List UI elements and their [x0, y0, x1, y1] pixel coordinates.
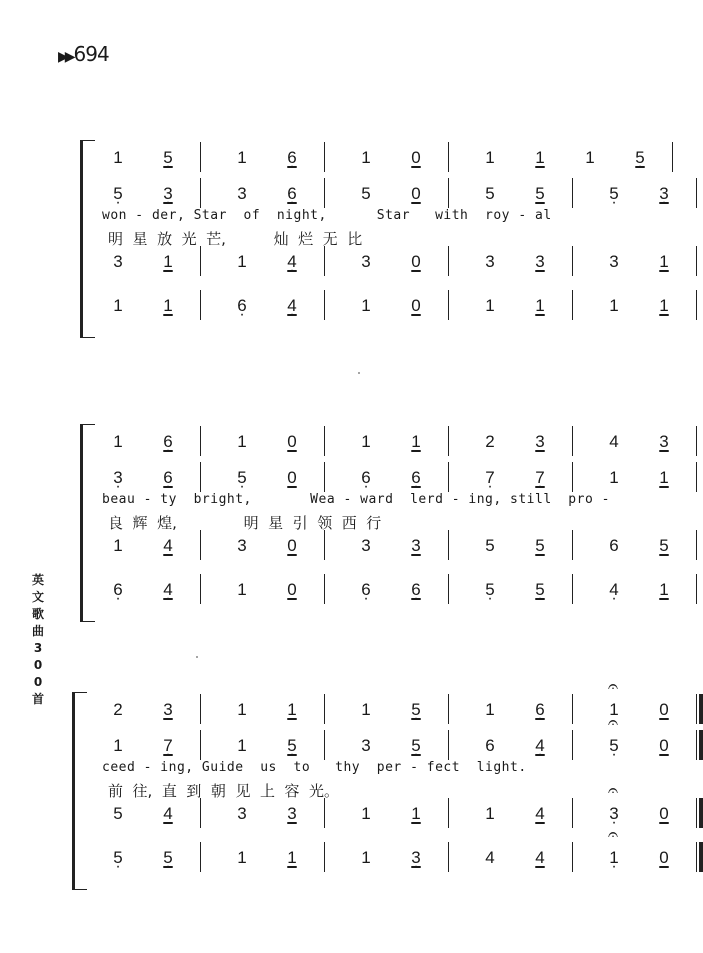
note: 3 — [287, 804, 297, 823]
note: 0 — [287, 580, 297, 599]
notation-row — [0, 432, 669, 460]
note: 𝄐 3 · — [604, 804, 624, 824]
notation-row — [0, 252, 669, 280]
barline — [448, 462, 449, 492]
note: 0 — [659, 848, 669, 867]
barline — [200, 730, 201, 760]
barline — [572, 530, 573, 560]
note: 3 · — [158, 184, 178, 204]
note: 3 — [361, 536, 371, 555]
note: 6 · — [108, 580, 128, 600]
note: 3 — [411, 536, 421, 555]
note: 6 · — [356, 580, 376, 600]
note: 6 · — [406, 580, 426, 600]
note: 0 — [287, 432, 297, 451]
note: 1 — [535, 296, 545, 315]
side-title-char: 英 — [31, 573, 44, 587]
note: 6 · — [406, 468, 426, 488]
note: 1 — [361, 296, 371, 315]
note: 1 — [237, 848, 247, 867]
side-title-char: 首 — [31, 692, 44, 706]
barline — [696, 290, 697, 320]
note: 6 — [485, 736, 495, 755]
side-title-char: 曲 — [31, 624, 44, 638]
note: 𝄐 1 · — [604, 848, 624, 868]
note: 6 · — [356, 468, 376, 488]
lyric-english: ceed - ing, Guide us to thy per - fect light. — [102, 760, 527, 775]
note: 5 · — [530, 580, 550, 600]
note: 7 · — [530, 468, 550, 488]
note: 1 — [113, 432, 123, 451]
note: 4 · — [282, 296, 302, 316]
barline — [448, 798, 449, 828]
barline — [324, 798, 325, 828]
barline — [200, 178, 201, 208]
barline — [324, 574, 325, 604]
note: 5 · — [282, 736, 302, 756]
note: 1 — [237, 432, 247, 451]
note: 1 — [237, 580, 247, 599]
side-title-char: 歌 — [31, 607, 44, 621]
note: 6 — [609, 536, 619, 555]
note: 5 — [485, 184, 495, 203]
note: 1 — [361, 848, 371, 867]
note: 5 — [113, 804, 123, 823]
note: 5 — [361, 184, 371, 203]
side-title-char: 3 — [33, 641, 43, 655]
barline — [324, 426, 325, 456]
barline — [572, 574, 573, 604]
note: 1 — [237, 148, 247, 167]
note: 1 — [535, 148, 545, 167]
note: 1 — [361, 804, 371, 823]
barline — [448, 142, 449, 172]
note: 1 — [485, 804, 495, 823]
note: 1 — [659, 580, 669, 599]
barline — [200, 530, 201, 560]
barline — [696, 178, 697, 208]
note: 1 — [113, 296, 123, 315]
note: 0 — [659, 700, 669, 719]
barline — [200, 142, 201, 172]
note: 7 · — [480, 468, 500, 488]
note: 1 — [237, 252, 247, 271]
note: 3 — [237, 804, 247, 823]
barline — [448, 178, 449, 208]
barline — [696, 574, 697, 604]
note: 3 — [361, 252, 371, 271]
page-number-value: 694 — [73, 42, 109, 66]
barline — [448, 574, 449, 604]
note: 5 · — [158, 148, 178, 168]
note: 0 — [659, 804, 669, 823]
note: 1 — [411, 432, 421, 451]
note: 3 · — [108, 468, 128, 488]
note: 5 — [485, 536, 495, 555]
note: 𝄐 5 · — [604, 736, 624, 756]
note: 6 · — [282, 148, 302, 168]
note: 4 — [609, 432, 619, 451]
note: 1 — [361, 432, 371, 451]
notation-row — [0, 536, 669, 564]
barline — [448, 426, 449, 456]
barline — [448, 842, 449, 872]
barline — [572, 462, 573, 492]
barline — [324, 530, 325, 560]
final-barline — [696, 842, 703, 872]
note: 0 — [411, 148, 421, 167]
barline — [572, 246, 573, 276]
note: 4 · — [158, 580, 178, 600]
note: 4 — [163, 536, 173, 555]
barline — [200, 426, 201, 456]
note: 5 · — [480, 580, 500, 600]
barline — [448, 694, 449, 724]
note: 6 · — [158, 468, 178, 488]
note: 2 — [113, 700, 123, 719]
note: 1 — [163, 252, 173, 271]
note: 1 — [287, 700, 297, 719]
side-title-char: 文 — [31, 590, 44, 604]
barline — [572, 730, 573, 760]
note: 5 · — [108, 848, 128, 868]
note: 5 — [535, 184, 545, 203]
note: 5 · — [630, 148, 650, 168]
barline — [200, 842, 201, 872]
note: 1 — [237, 700, 247, 719]
lyric-english: won - der, Star of night, Star with roy - al — [102, 208, 552, 223]
barline — [324, 142, 325, 172]
note: 4 · — [530, 736, 550, 756]
note: 6 · — [530, 700, 550, 720]
notation-row — [0, 804, 669, 832]
lyric-chinese: 明 星 放 光 芒, 灿 烂 无 比 — [108, 230, 363, 248]
barline — [324, 462, 325, 492]
note: 1 — [659, 252, 669, 271]
barline — [448, 530, 449, 560]
notation-row — [0, 296, 669, 324]
note: 1 — [361, 148, 371, 167]
barline — [696, 530, 697, 560]
note: 3 — [535, 252, 545, 271]
note: 6 · — [282, 184, 302, 204]
barline — [200, 462, 201, 492]
barline — [324, 694, 325, 724]
final-barline — [696, 694, 703, 724]
barline — [324, 246, 325, 276]
side-title-char: 0 — [33, 675, 43, 689]
note: 1 — [113, 536, 123, 555]
note: 1 — [485, 296, 495, 315]
note: 1 — [163, 296, 173, 315]
final-barline — [696, 730, 703, 760]
note: 3 — [535, 432, 545, 451]
lyric-chinese: 前 往, 直 到 朝 见 上 容 光。 — [108, 782, 340, 800]
note: 4 — [485, 848, 495, 867]
note: 3 — [609, 252, 619, 271]
notation-row — [0, 700, 669, 728]
note: 3 — [237, 184, 247, 203]
barline — [672, 142, 673, 172]
barline — [448, 290, 449, 320]
note: 1 — [237, 736, 247, 755]
barline — [572, 426, 573, 456]
note: 6 · — [158, 432, 178, 452]
lyric-chinese: 良 辉 煌, 明 星 引 领 西 行 — [108, 514, 382, 532]
note: 1 — [659, 468, 669, 487]
barline — [200, 574, 201, 604]
barline — [324, 730, 325, 760]
note: 5 · — [232, 468, 252, 488]
note: 1 — [287, 848, 297, 867]
barline — [572, 694, 573, 724]
barline — [696, 462, 697, 492]
note: 4 — [535, 848, 545, 867]
barline — [200, 694, 201, 724]
note: 1 — [485, 148, 495, 167]
note: 1 — [113, 148, 123, 167]
page-number — [58, 42, 109, 66]
note: 2 — [485, 432, 495, 451]
notation-row — [0, 848, 669, 876]
note: 0 — [287, 468, 297, 487]
note: 3 — [163, 700, 173, 719]
note: 3 — [113, 252, 123, 271]
note: 3 — [659, 432, 669, 451]
note: 5 · — [108, 184, 128, 204]
note: 1 — [485, 700, 495, 719]
note: 4 — [535, 804, 545, 823]
note: 4 · — [282, 252, 302, 272]
side-title-char: 0 — [33, 658, 43, 672]
note: 1 — [609, 296, 619, 315]
notation-row — [0, 580, 669, 608]
note: 3 · — [406, 848, 426, 868]
note: 1 — [411, 804, 421, 823]
note: 5 · — [604, 184, 624, 204]
barline — [324, 842, 325, 872]
note: 7 · — [158, 736, 178, 756]
note: 𝄐 1 — [604, 700, 624, 720]
barline — [572, 290, 573, 320]
note: 3 — [361, 736, 371, 755]
barline — [696, 426, 697, 456]
final-barline — [696, 798, 703, 828]
note: 3 — [237, 536, 247, 555]
note: 3 — [485, 252, 495, 271]
lyric-english: beau - ty bright, Wea - ward lerd - ing, still pro - — [102, 492, 610, 507]
note: 3 · — [654, 184, 674, 204]
barline — [200, 246, 201, 276]
barline — [572, 842, 573, 872]
barline — [324, 178, 325, 208]
double-arrow-icon: ▶▶ — [58, 49, 72, 65]
note: 5 · — [406, 736, 426, 756]
barline — [200, 290, 201, 320]
note: 0 — [411, 296, 421, 315]
note: 5 · — [406, 700, 426, 720]
barline — [324, 290, 325, 320]
barline — [448, 246, 449, 276]
note: 4 · — [604, 580, 624, 600]
barline — [200, 798, 201, 828]
print-speck — [358, 372, 360, 374]
barline — [572, 798, 573, 828]
note: 6 · — [232, 296, 252, 316]
note: 4 — [163, 804, 173, 823]
note: 5 — [659, 536, 669, 555]
note: 1 — [361, 700, 371, 719]
note: 0 — [411, 252, 421, 271]
note: 5 · — [158, 848, 178, 868]
print-speck — [196, 656, 198, 658]
note: 0 — [287, 536, 297, 555]
barline — [696, 246, 697, 276]
note: 1 — [113, 736, 123, 755]
note: 1 — [585, 148, 595, 167]
barline — [448, 730, 449, 760]
note: 0 — [659, 736, 669, 755]
notation-row — [0, 148, 645, 176]
note: 0 — [411, 184, 421, 203]
note: 1 — [659, 296, 669, 315]
note: 5 — [535, 536, 545, 555]
barline — [572, 178, 573, 208]
note: 1 — [609, 468, 619, 487]
